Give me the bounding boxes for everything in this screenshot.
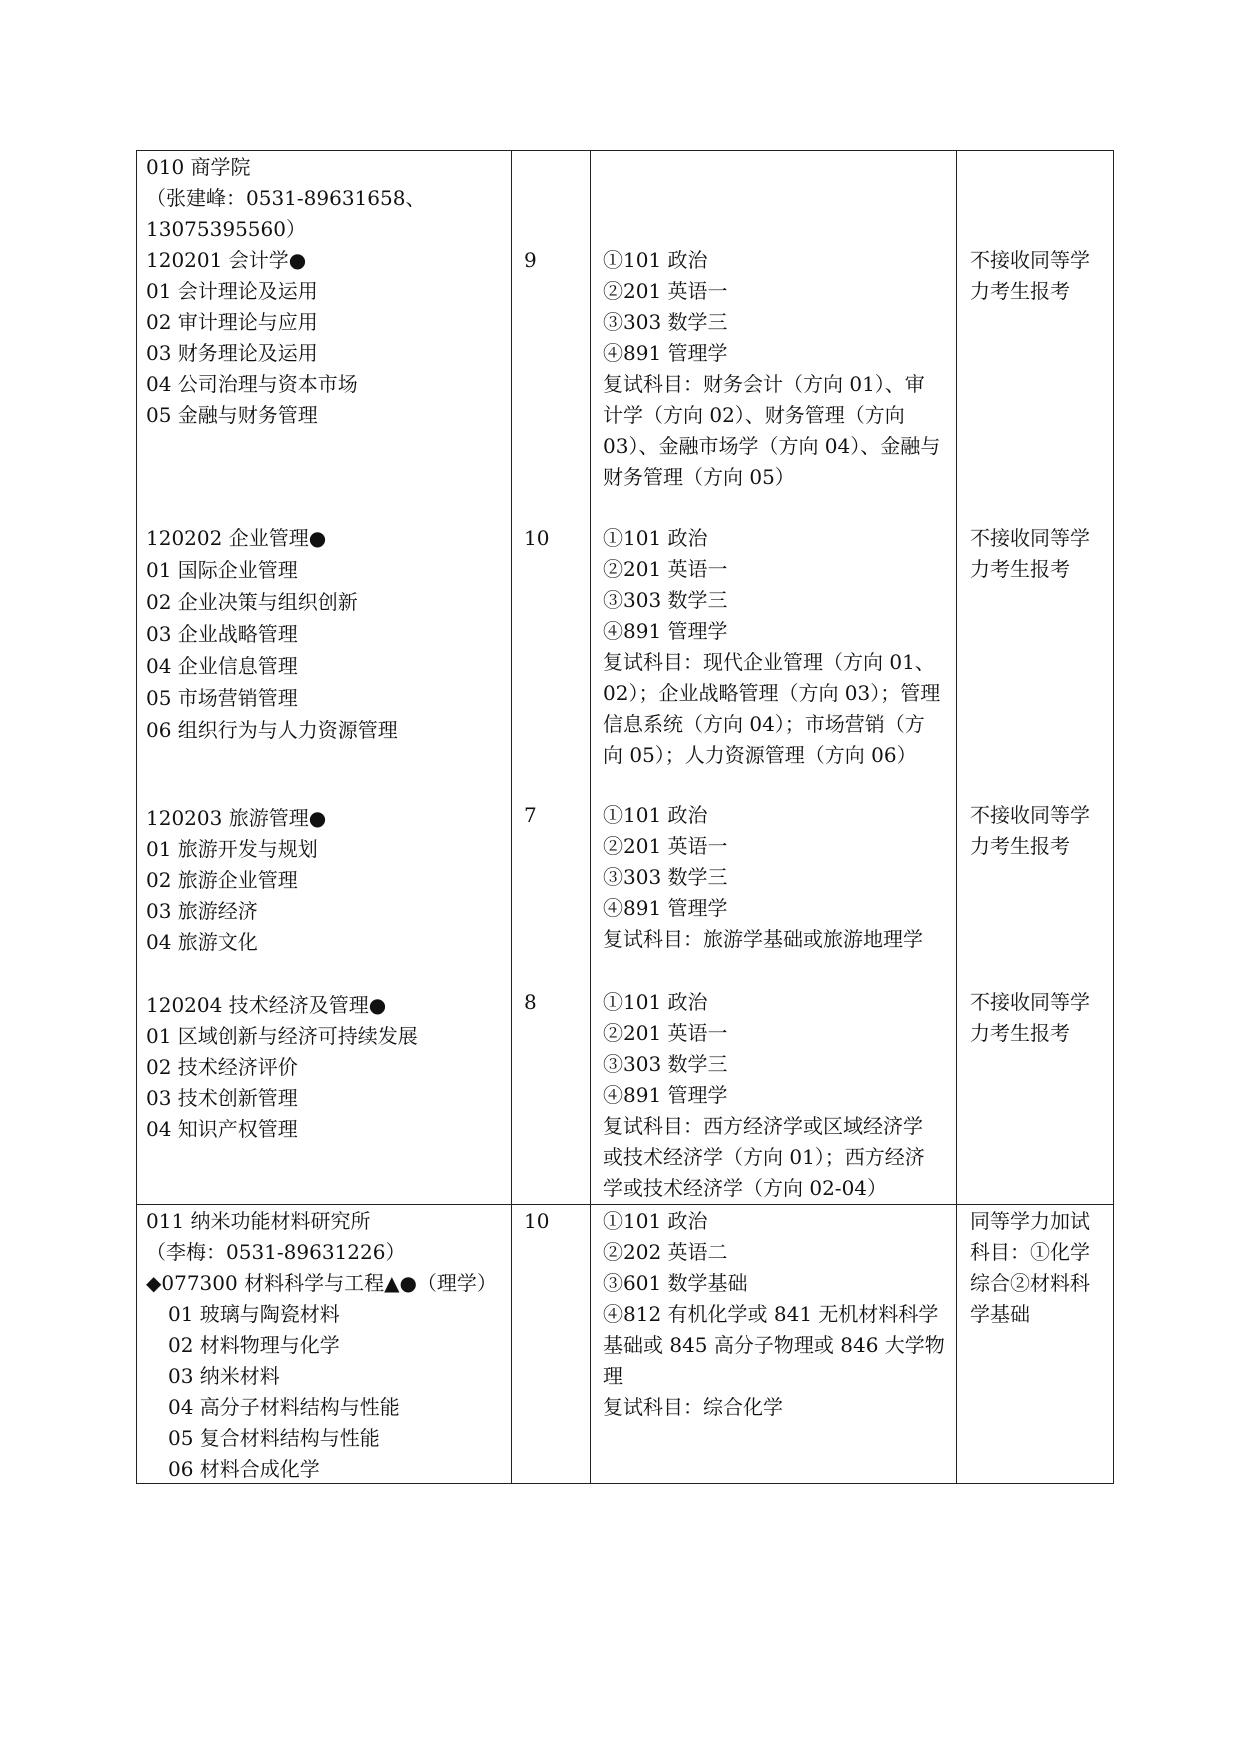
remarks: 不接收同等学: [970, 990, 1090, 1014]
remarks: 学基础: [970, 1302, 1030, 1326]
major-direction: 03 企业战略管理: [146, 622, 298, 646]
major-direction: 04 知识产权管理: [146, 1117, 298, 1141]
remarks: 综合②材料科: [970, 1271, 1090, 1295]
major-title: 120202 企业管理●: [146, 526, 327, 550]
major-title: 120204 技术经济及管理●: [146, 993, 387, 1017]
major-direction: 05 金融与财务管理: [146, 403, 318, 427]
exam-subject: ①101 政治: [603, 248, 708, 272]
major-direction: 02 企业决策与组织创新: [146, 590, 358, 614]
exam-subject: ③303 数学三: [603, 588, 728, 612]
remarks: 同等学力加试: [970, 1209, 1090, 1233]
remarks: 不接收同等学: [970, 803, 1090, 827]
exam-subject: ③601 数学基础: [603, 1271, 748, 1295]
major-direction: 06 材料合成化学: [168, 1457, 320, 1481]
major-direction: 01 国际企业管理: [146, 558, 298, 582]
retest-subjects: 向 05）；人力资源管理（方向 06）: [603, 743, 917, 767]
exam-subject: 基础或 845 高分子物理或 846 大学物: [603, 1333, 945, 1357]
major-direction: 05 复合材料结构与性能: [168, 1426, 380, 1450]
retest-subjects: 复试科目：旅游学基础或旅游地理学: [603, 927, 923, 951]
retest-subjects: 复试科目：现代企业管理（方向 01、: [603, 650, 935, 674]
remarks: 不接收同等学: [970, 248, 1090, 272]
enrollment-quota: 7: [524, 803, 537, 827]
enrollment-quota: 9: [524, 248, 537, 272]
exam-subject: ③303 数学三: [603, 865, 728, 889]
retest-subjects: 或技术经济学（方向 01）；西方经济: [603, 1145, 925, 1169]
exam-subject: ④891 管理学: [603, 619, 728, 643]
remarks: 不接收同等学: [970, 526, 1090, 550]
retest-subjects: 03）、金融市场学（方向 04）、金融与: [603, 434, 941, 458]
exam-subject: ①101 政治: [603, 526, 708, 550]
enrollment-quota: 10: [524, 526, 550, 550]
remarks: 力考生报考: [970, 834, 1070, 858]
department-title: 011 纳米功能材料研究所: [146, 1209, 371, 1233]
retest-subjects: 计学（方向 02）、财务管理（方向: [603, 403, 905, 427]
exam-subject: ①101 政治: [603, 803, 708, 827]
major-direction: 03 技术创新管理: [146, 1086, 298, 1110]
retest-subjects: 02）；企业战略管理（方向 03）；管理: [603, 681, 941, 705]
exam-subject: ①101 政治: [603, 990, 708, 1014]
major-direction: 02 审计理论与应用: [146, 310, 318, 334]
major-title: ◆077300 材料科学与工程▲●（理学）: [146, 1271, 497, 1295]
column-divider: [511, 151, 512, 1483]
department-contact: 13075395560）: [146, 217, 306, 241]
major-title: 120201 会计学●: [146, 248, 307, 272]
exam-subject: ③303 数学三: [603, 310, 728, 334]
major-direction: 02 旅游企业管理: [146, 868, 298, 892]
major-direction: 01 旅游开发与规划: [146, 837, 318, 861]
exam-subject: ②202 英语二: [603, 1240, 728, 1264]
exam-subject: ③303 数学三: [603, 1052, 728, 1076]
remarks: 力考生报考: [970, 557, 1070, 581]
retest-subjects: 学或技术经济学（方向 02-04）: [603, 1176, 888, 1200]
column-divider: [590, 151, 591, 1483]
exam-subject: ②201 英语一: [603, 279, 728, 303]
major-direction: 02 技术经济评价: [146, 1055, 298, 1079]
department-contact: （张建峰：0531-89631658、: [146, 186, 426, 210]
retest-subjects: 复试科目：综合化学: [603, 1395, 783, 1419]
exam-subject: ④812 有机化学或 841 无机材料科学: [603, 1302, 939, 1326]
major-direction: 01 区域创新与经济可持续发展: [146, 1024, 418, 1048]
department-contact: （李梅：0531-89631226）: [146, 1240, 406, 1264]
exam-subject: ④891 管理学: [603, 1083, 728, 1107]
remarks: 力考生报考: [970, 279, 1070, 303]
major-direction: 04 旅游文化: [146, 930, 258, 954]
major-title: 120203 旅游管理●: [146, 806, 327, 830]
exam-subject: ②201 英语一: [603, 1021, 728, 1045]
major-direction: 06 组织行为与人力资源管理: [146, 718, 398, 742]
major-direction: 04 公司治理与资本市场: [146, 372, 358, 396]
retest-subjects: 财务管理（方向 05）: [603, 465, 795, 489]
enrollment-quota: 8: [524, 990, 537, 1014]
major-direction: 04 高分子材料结构与性能: [168, 1395, 400, 1419]
enrollment-quota: 10: [524, 1209, 550, 1233]
exam-subject: ④891 管理学: [603, 896, 728, 920]
exam-subject: ④891 管理学: [603, 341, 728, 365]
retest-subjects: 复试科目：财务会计（方向 01）、审: [603, 372, 925, 396]
major-direction: 05 市场营销管理: [146, 686, 298, 710]
major-direction: 03 纳米材料: [168, 1364, 280, 1388]
department-title: 010 商学院: [146, 155, 251, 179]
major-direction: 04 企业信息管理: [146, 654, 298, 678]
exam-subject: ②201 英语一: [603, 834, 728, 858]
exam-subject: ①101 政治: [603, 1209, 708, 1233]
major-direction: 01 会计理论及运用: [146, 279, 318, 303]
major-direction: 03 旅游经济: [146, 899, 258, 923]
retest-subjects: 信息系统（方向 04）；市场营销（方: [603, 712, 925, 736]
exam-subject: 理: [603, 1364, 623, 1388]
major-direction: 01 玻璃与陶瓷材料: [168, 1302, 340, 1326]
column-divider: [956, 151, 957, 1483]
section-divider: [137, 1204, 1113, 1205]
exam-subject: ②201 英语一: [603, 557, 728, 581]
major-direction: 02 材料物理与化学: [168, 1333, 340, 1357]
retest-subjects: 复试科目：西方经济学或区域经济学: [603, 1114, 923, 1138]
remarks: 力考生报考: [970, 1021, 1070, 1045]
remarks: 科目：①化学: [970, 1240, 1090, 1264]
major-direction: 03 财务理论及运用: [146, 341, 318, 365]
